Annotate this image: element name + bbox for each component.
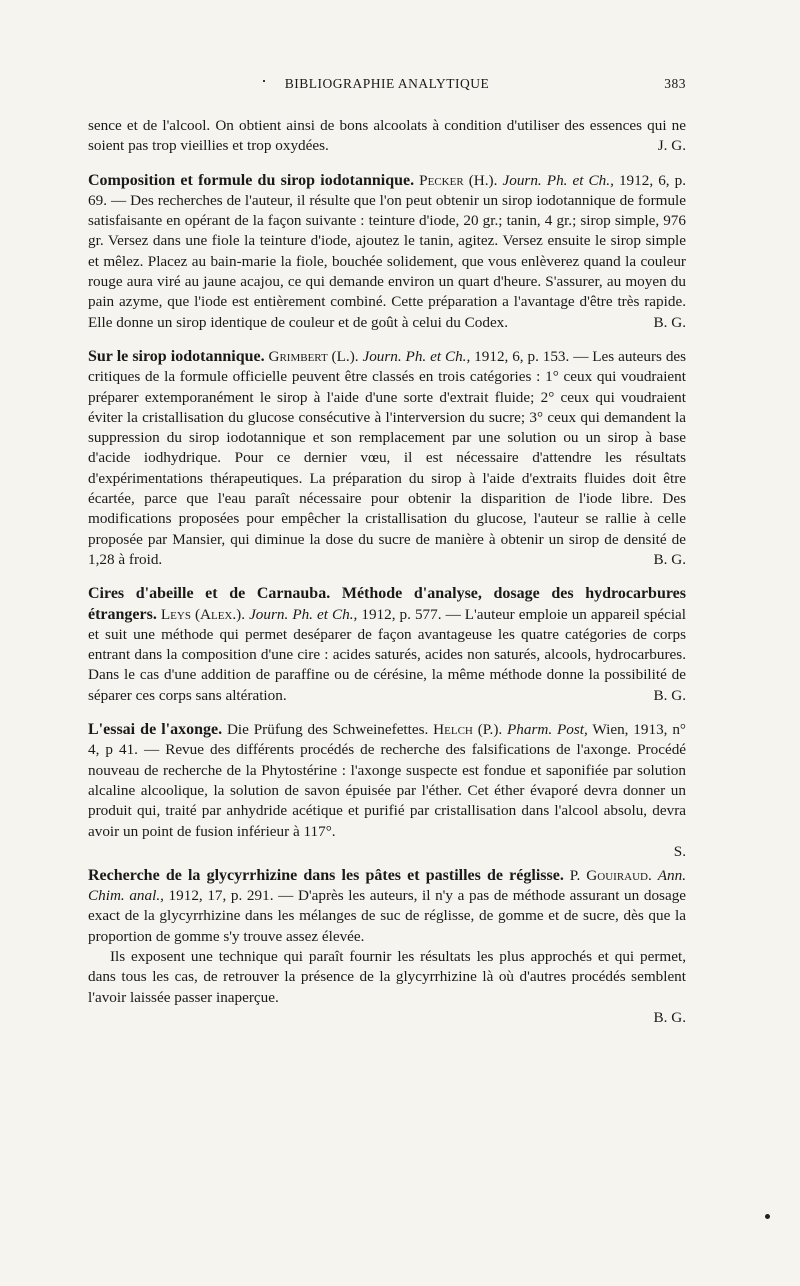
entry-author: Leys (Alex.).	[160, 605, 246, 623]
entry-citation: Wien, 1913, n° 4, p 41.	[88, 721, 686, 759]
entry-paragraph	[88, 347, 686, 570]
entry-subtitle: Die Prüfung des Schweinefettes.	[226, 721, 429, 739]
entry-journal: Journ. Ph. et Ch.,	[362, 347, 471, 365]
entry-author: Grimbert (L.).	[268, 347, 359, 365]
entry-signature: B. G.	[653, 313, 686, 331]
document-page	[88, 70, 686, 1028]
entry-signature: S.	[673, 842, 686, 860]
entry-journal: Ann. Chim. anal.,	[88, 866, 687, 905]
intro-text: sence et de l'alcool. On obtient ainsi de bons alcoolats à condition d'utiliser des essences qui ne soient pas trop vieillies et trop oxydées.	[88, 117, 686, 155]
entry-signature: B. G.	[653, 1008, 686, 1026]
entry-title: Composition et formule du sirop iodotannique.	[88, 171, 415, 189]
entry-citation: 1912, 17, p. 291.	[168, 887, 274, 905]
entry-title: Cires d'abeille et de Carnauba. Méthode d'analyse, dosage des hydrocarbures étrangers.	[88, 585, 686, 623]
entry	[88, 171, 686, 333]
entry	[88, 347, 686, 570]
entry-author: Pecker (H.).	[419, 171, 498, 189]
entry-body: — Des recherches de l'auteur, il résulte que l'on peut obtenir un sirop iodotannique de formule satisfaisante en opérant de la façon suivante : teinture d'iode, 20 gr.; tanin, 4 gr.; sirop simple, 976 gr. Versez dans une fiole la teinture d'iode, ajoutez le tanin, agitez. Versez ensuite le sirop simple et mêlez. Placez au bain-marie la fiole, bouchée solidement, que vous enlèverez quand la couleur rouge aura viré au jaune acajou, ce qui demande environ un quart d'heure. S'assurer, au moyen du pain azyme, que l'iode est entièrement combiné. Cette préparation a l'avantage d'être très rapide. Elle donne un sirop identique de couleur et de goût à celui du Codex.	[88, 191, 686, 331]
page-number: 383	[664, 76, 686, 91]
entry-author: P. Gouiraud.	[569, 866, 652, 884]
ink-dot	[765, 1214, 770, 1219]
intro-paragraph	[88, 116, 686, 157]
entry-body: — D'après les auteurs, il n'y a pas de méthode assurant un dosage exact de la glycyrrhizine dans les mélanges de suc de réglisse, de gomme et de sucre, dès que la proportion de gomme s'y trouve assez élevée.	[88, 887, 687, 945]
entry	[88, 584, 686, 706]
entry-paragraph-continued: Ils exposent une technique qui paraît fournir les résultats les plus approchés et qui permet, dans tous les cas, de retrouver la présence de la glycyrrhizine là où d'autres procédés semblent l'avoir laissée passer inaperçue.	[88, 947, 686, 1006]
running-title: BIBLIOGRAPHIE ANALYTIQUE	[284, 76, 490, 91]
entry-paragraph	[88, 584, 686, 706]
entry-citation: 1912, 6, p. 153.	[474, 347, 570, 365]
entry-paragraph	[88, 866, 686, 947]
entry-body: — Revue des différents procédés de recherche des falsifications de l'axonge. Procédé nouveau de recherche de la Phytostérine : l'axonge suspecte est fondue et saponifiée par solution alcaline alcoolique, la solution de savon épuisée par l'éther. Cet éther évaporé devra donner un produit qui, traité par anhydride acétique et purifié par cristallisation dans l'alcool absolu, devra avoir un point de fusion inférieur à 117°.	[88, 741, 687, 840]
entry-journal: Journ. Ph. et Ch.,	[249, 605, 358, 623]
entry	[88, 720, 686, 862]
entry-citation: 1912, 6, p. 69.	[88, 171, 687, 209]
running-header	[88, 70, 686, 92]
entry-title: Recherche de la glycyrrhizine dans les pâtes et pastilles de réglisse.	[88, 866, 564, 884]
entry-title: L'essai de l'axonge.	[88, 721, 223, 739]
entry-body: — L'auteur emploie un appareil spécial et suit une méthode qui permet deséparer de façon avantageuse les quatre catégories de corps entrant dans la composition d'une cire : acides saturés, acides non saturés, alcools, hydrocarbures. Dans le cas d'une addition de paraffine ou de cérésine, la même méthode donne la possibilité de séparer ces corps sans altération.	[88, 605, 687, 704]
entry	[88, 866, 686, 1028]
entry-journal: Pharm. Post,	[507, 721, 588, 739]
entry-signature: B. G.	[653, 686, 686, 704]
entry-body: — Les auteurs des critiques de la formule officielle peuvent être classés en trois catégories : 1° ceux qui voudraient préparer extemporanément le sirop à l'aide d'une sorte d'extrait fluide; 2° ceux qui voudraient éviter la cristallisation du glucose consécutive à l'interversion du sucre; 3° ceux qui demandent la suppression du sirop iodotannique et son remplacement par une solution ou un sirop à base d'acide iodhydrique. Pour ce dernier vœu, il est nécessaire d'attendre les résultats d'expérimentations thérapeutiques. La préparation du sirop à l'aide d'extraits fluides doit être écartée, parce que l'eau paraît nécessaire pour obtenir la disparition de l'iode libre. Des modifications proposées pour empêcher la cristallisation du glucose, l'auteur se rallie à celle proposée par Mansier, qui diminue la dose du sucre de manière à obtenir un sirop de densité de 1,28 à froid.	[88, 347, 687, 568]
entry-signature: B. G.	[653, 550, 686, 568]
entry-paragraph	[88, 720, 686, 842]
entry-paragraph	[88, 171, 686, 333]
entry-title: Sur le sirop iodotannique.	[88, 347, 265, 365]
intro-signature: J. G.	[657, 137, 686, 155]
entry-journal: Journ. Ph. et Ch.,	[502, 171, 614, 189]
entry-author: Helch (P.).	[433, 721, 503, 739]
entry-citation: 1912, p. 577.	[361, 605, 442, 623]
